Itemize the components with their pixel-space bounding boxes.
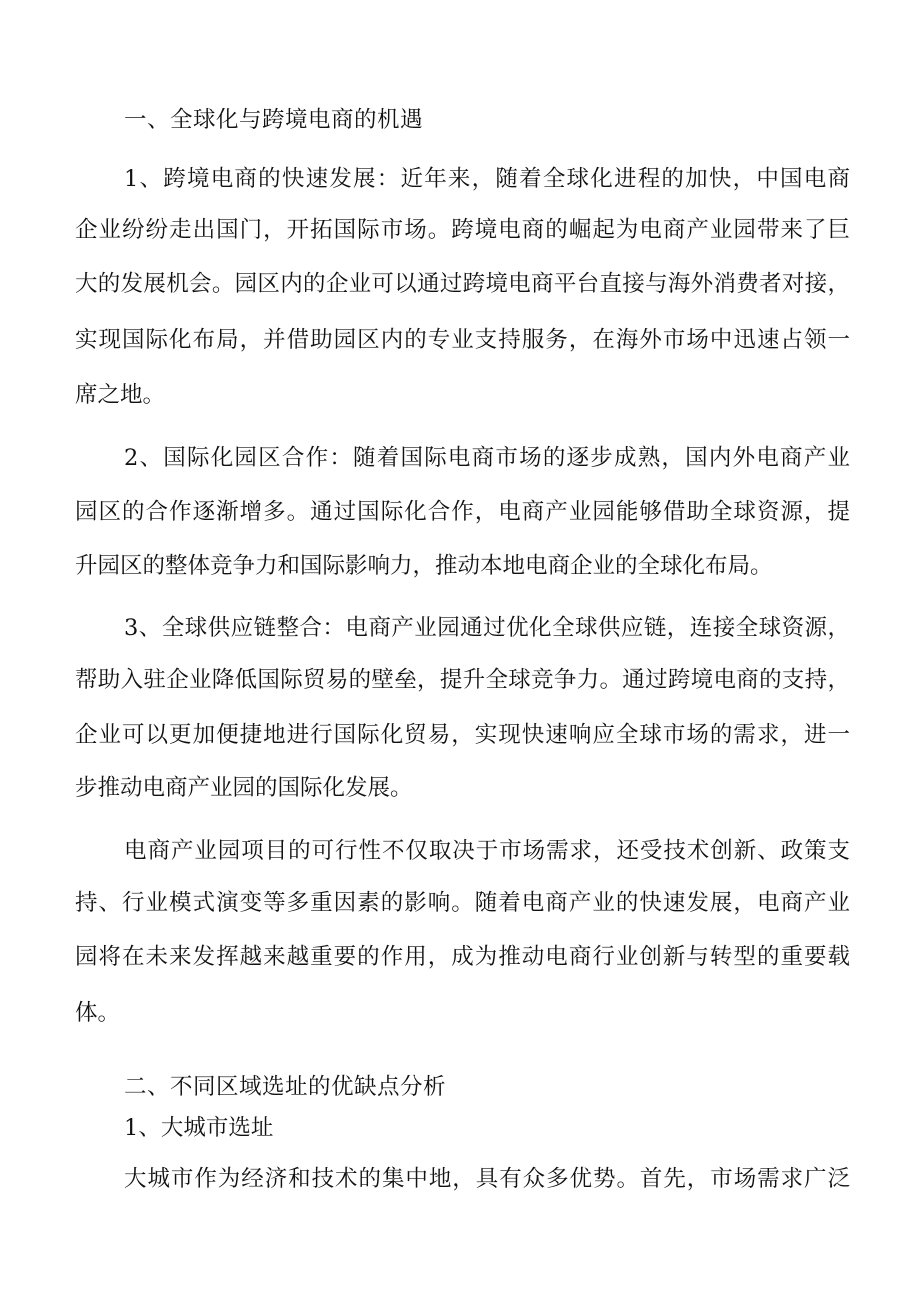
paragraph-line: 帮助入驻企业降低国际贸易的壁垒，提升全球竞争力。通过跨境电商的支持， xyxy=(75,667,850,693)
subsection-heading: 1、大城市选址 xyxy=(124,1115,274,1141)
paragraph-line: 实现国际化布局，并借助园区内的专业支持服务，在海外市场中迅速占领一 xyxy=(75,327,850,353)
paragraph-line: 席之地。 xyxy=(75,382,166,408)
paragraph-line: 园将在未来发挥越来越重要的作用，成为推动电商行业创新与转型的重要载 xyxy=(75,944,850,970)
section-heading-1: 一、全球化与跨境电商的机遇 xyxy=(124,107,424,133)
paragraph-line: 企业可以更加便捷地进行国际化贸易，实现快速响应全球市场的需求，进一 xyxy=(75,722,850,748)
paragraph-line: 升园区的整体竞争力和国际影响力，推动本地电商企业的全球化布局。 xyxy=(75,553,773,579)
paragraph-line: 大城市作为经济和技术的集中地，具有众多优势。首先，市场需求广泛 xyxy=(124,1166,850,1192)
paragraph-line: 电商产业园项目的可行性不仅取决于市场需求，还受技术创新、政策支 xyxy=(124,838,850,864)
paragraph-line: 大的发展机会。园区内的企业可以通过跨境电商平台直接与海外消费者对接， xyxy=(75,271,850,297)
section-heading-2: 二、不同区域选址的优缺点分析 xyxy=(124,1074,447,1100)
paragraph-line: 3、全球供应链整合：电商产业园通过优化全球供应链，连接全球资源， xyxy=(124,615,850,641)
paragraph-line: 步推动电商产业园的国际化发展。 xyxy=(75,775,413,801)
paragraph-line: 体。 xyxy=(75,1000,121,1026)
paragraph-line: 持、行业模式演变等多重因素的影响。随着电商产业的快速发展，电商产业 xyxy=(75,890,850,916)
paragraph-line: 2、国际化园区合作：随着国际电商市场的逐步成熟，国内外电商产业 xyxy=(124,445,850,471)
paragraph-line: 园区的合作逐渐增多。通过国际化合作，电商产业园能够借助全球资源，提 xyxy=(75,499,850,525)
paragraph-line: 企业纷纷走出国门，开拓国际市场。跨境电商的崛起为电商产业园带来了巨 xyxy=(75,217,850,243)
paragraph-line: 1、跨境电商的快速发展：近年来，随着全球化进程的加快，中国电商 xyxy=(124,166,850,192)
